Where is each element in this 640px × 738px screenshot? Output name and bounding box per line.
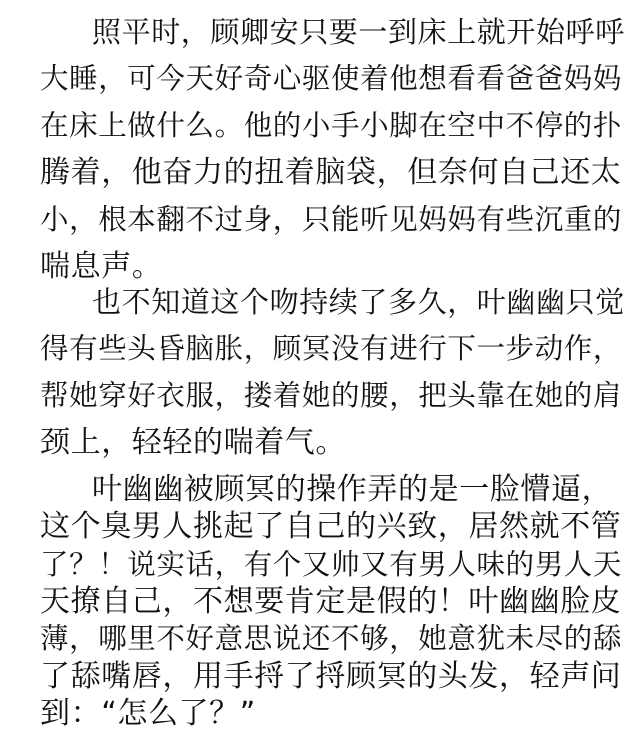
text-line: 照平时，顾卿安只要一到床上就开始呼呼 [92,15,625,49]
text-line: 喘息声。 [40,249,163,284]
text-line: 这个臭男人挑起了自己的兴致，居然就不管 [40,509,622,545]
text-line: 天撩自己，不想要肯定是假的！叶幽幽脸皮 [40,584,622,619]
text-line: 帮她穿好衣服，搂着她的腰，把头靠在她的肩 [40,379,623,412]
text-line: 了？！说实话，有个又帅又有男人味的男人天 [40,547,623,581]
text-line: 叶幽幽被顾冥的操作弄的是一脸懵逼， [92,472,613,507]
text-line: 到：“怎么了？” [40,696,256,731]
text-line: 腾着，他奋力的扭着脑袋，但奈何自己还太 [40,155,622,190]
text-line: 薄，哪里不好意思说还不够，她意犹未尽的舔 [40,622,623,656]
text-line: 小，根本翻不过身，只能听见妈妈有些沉重的 [40,203,623,236]
text-line: 大睡，可今天好奇心驱使着他想看看爸爸妈妈 [40,62,623,95]
text-line: 在床上做什么。他的小手小脚在空中不停的扑 [40,109,623,142]
text-line: 得有些头昏脑胀，顾冥没有进行下一步动作， [40,332,623,365]
text-line: 了舔嘴唇，用手捋了捋顾冥的头发，轻声问 [40,658,622,694]
text-line: 也不知道这个吻持续了多久，叶幽幽只觉 [92,285,625,319]
text-line: 颈上，轻轻的喘着气。 [40,425,346,460]
